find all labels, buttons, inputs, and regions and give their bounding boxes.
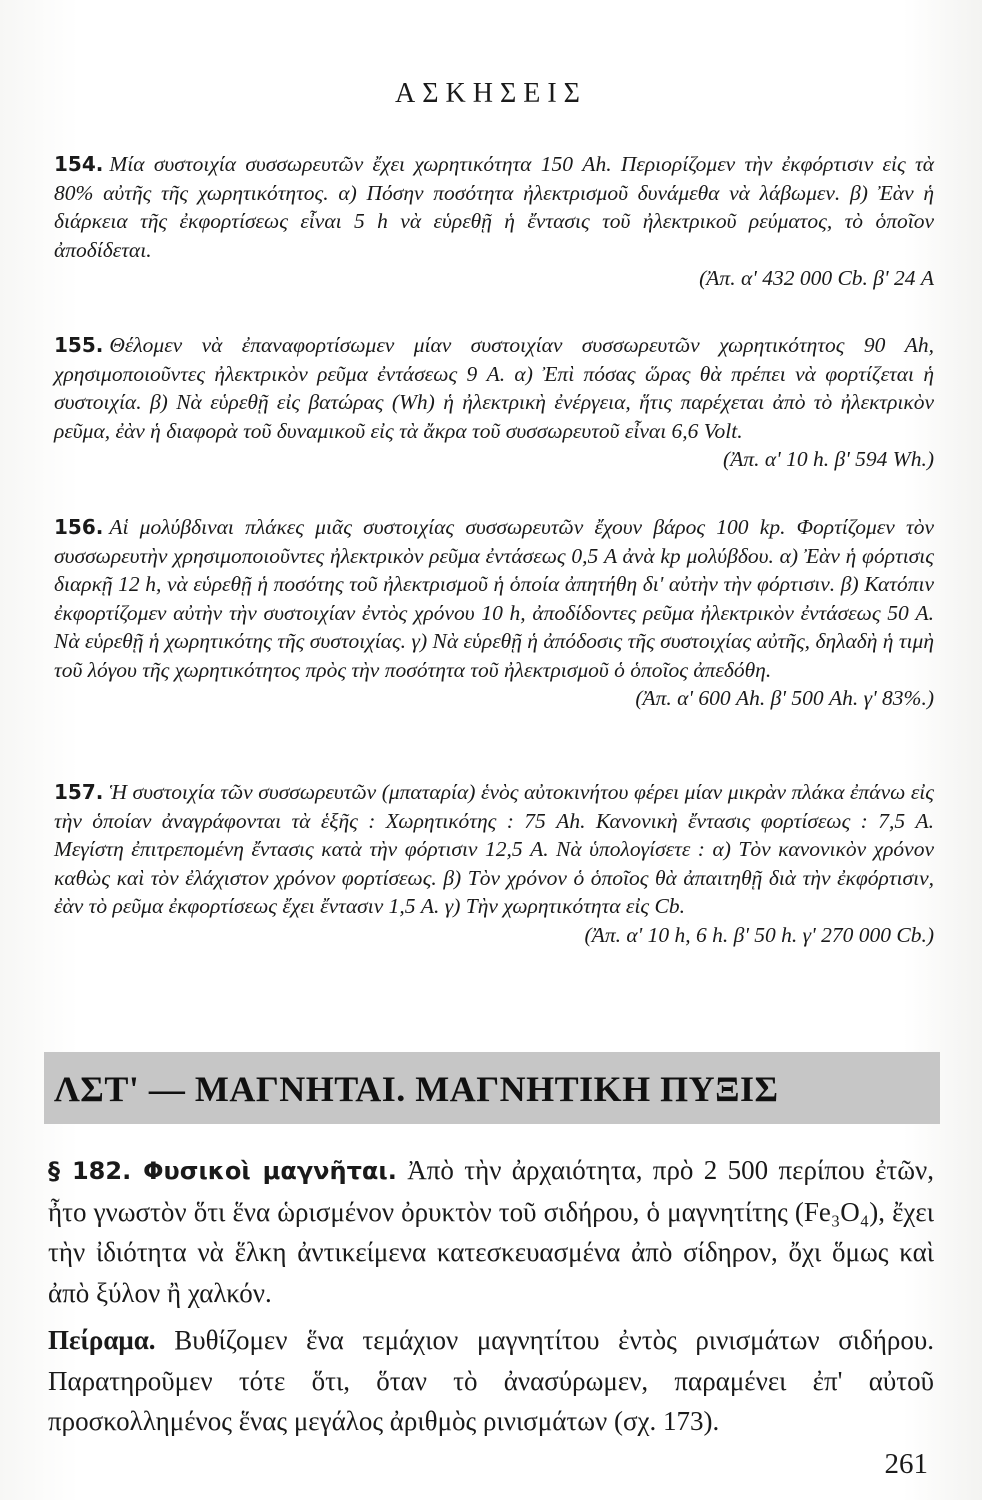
exercise-number: 155. xyxy=(54,333,104,357)
exercise-answer: (Ἀπ. α' 10 h. β' 594 Wh.) xyxy=(723,447,934,471)
exercise-156 xyxy=(54,513,934,713)
experiment-paragraph xyxy=(48,1320,934,1442)
chapter-title: ΛΣΤ' — ΜΑΓΝΗΤΑΙ. ΜΑΓΝΗΤΙΚΗ ΠΥΞΙΣ xyxy=(54,1069,779,1109)
exercise-text: Θέλομεν νὰ ἐπαναφορτίσωμεν μίαν συστοιχίαν συσσωρευτῶν χωρητικότητος 90 Ah, χρησιμοποιοῦντες ἠλεκτρικὸν ρεῦμα ἐντάσεως 9 A. α) Ἐπὶ πόσας ὥρας θὰ πρέπει νὰ φορτίζεται ἡ συστοιχία. β) Νὰ εὑρεθῇ εἰς βατώρας (Wh) ἡ ἠλεκτρικὴ ἐνέργεια, ἥτις παρέχεται ἀπὸ τὸ ἠλεκτρικὸν ρεῦμα, ἐὰν ἡ διαφορὰ τοῦ δυναμικοῦ εἰς τὰ ἄκρα τοῦ συσσωρευτοῦ εἶναι 6,6 Volt. xyxy=(54,333,934,443)
exercise-text: Ἡ συστοιχία τῶν συσσωρευτῶν (μπαταρία) ἑνὸς αὐτοκινήτου φέρει μίαν μικρὰν πλάκα ἐπάνω εἰς τὴν ὁποίαν ἀναγράφονται τὰ ἑξῆς : Χωρητικότης : 75 Ah. Κανονικὴ ἔντασις φορτίσεως : 7,5 A. Μεγίστη ἐπιτρεπομένη ἔντασις κατὰ τὴν φόρτισιν 12,5 A. Νὰ ὑπολογίσετε : α) Τὸν κανονικὸν χρόνον καθὼς καὶ τὸν ἐλάχιστον χρόνον φορτίσεως. β) Τὸν χρόνον ὁ ὁποῖος θὰ ἀπαιτηθῇ διὰ τὴν ἐκφόρτισιν, ἐὰν τὸ ρεῦμα ἐκφορτίσεως ἔχει ἔντασιν 1,5 A. γ) Τὴν χωρητικότητα εἰς Cb. xyxy=(54,780,934,918)
section-text: Ἀπὸ τὴν ἀρχαιότητα, πρὸ 2 500 περίπου ἐτῶν, ἦτο γνωστὸν ὅτι ἕνα ὡρισμένον ὀρυκτὸν τοῦ σιδήρου, ὁ μαγνητίτης (Fe₃O₄), ἔχει τὴν ἰδιότητα νὰ ἕλκη ἀντικείμενα κατεσκευασμένα ἀπὸ σίδηρον, ὄχι ὅμως καὶ ἀπὸ ξύλον ἢ χαλκόν. xyxy=(48,1155,935,1308)
exercise-answer: (Ἀπ. α' 432 000 Cb. β' 24 A xyxy=(699,266,934,290)
exercise-number: 157. xyxy=(54,780,104,804)
page-number: 261 xyxy=(884,1448,928,1480)
experiment-heading: Πείραμα. xyxy=(48,1325,156,1355)
exercise-answer: (Ἀπ. α' 10 h, 6 h. β' 50 h. γ' 270 000 Cb.) xyxy=(584,922,934,947)
exercise-answer: (Ἀπ. α' 600 Ah. β' 500 Ah. γ' 83%.) xyxy=(635,686,934,710)
exercise-155 xyxy=(54,331,934,474)
exercise-number: 156. xyxy=(54,515,104,539)
exercise-157 xyxy=(54,778,934,949)
section-heading: § 182. Φυσικοὶ μαγνῆται. xyxy=(48,1157,397,1185)
chapter-banner xyxy=(44,1052,940,1124)
exercise-text: Μία συστοιχία συσσωρευτῶν ἔχει χωρητικότητα 150 Ah. Περιορίζομεν τὴν ἐκφόρτισιν εἰς τὰ 80% αὐτῆς τῆς χωρητικότητος. α) Πόσην ποσότητα ἠλεκτρισμοῦ δυνάμεθα νὰ λάβωμεν. β) Ἐὰν ἡ διάρκεια τῆς ἐκφορτίσεως εἶναι 5 h νὰ εὑρεθῇ ἡ ἔντασις τοῦ ἠλεκτρικοῦ ρεύματος, τὸ ὁποῖον ἀποδίδεται. xyxy=(54,152,934,262)
section-182 xyxy=(48,1150,934,1313)
page-header: ΑΣΚΗΣΕΙΣ xyxy=(395,78,587,109)
exercise-text: Αἱ μολύβδιναι πλάκες μιᾶς συστοιχίας συσσωρευτῶν ἔχουν βάρος 100 kp. Φορτίζομεν τὸν συσσωρευτὴν χρησιμοποιοῦντες ἠλεκτρικὸν ρεῦμα ἐντάσεως 0,5 A ἀνὰ kp μολύβδου. α) Ἐὰν ἡ φόρτισις διαρκῇ 12 h, νὰ εὑρεθῇ ἡ ποσότης τοῦ ἠλεκτρισμοῦ ἡ ὁποία ἀπητήθη δι' αὐτὴν τὴν φόρτισιν. β) Κατόπιν ἐκφορτίζομεν αὐτὴν τὴν συστοιχίαν ἐντὸς χρόνου 10 h, ἀποδίδοντες ρεῦμα ἠλεκτρικὸν ἐντάσεως 50 A. Νὰ εὑρεθῇ ἡ χωρητικότης τῆς συστοιχίας. γ) Νὰ εὑρεθῇ ἡ ἀπόδοσις τῆς συστοιχίας αὐτῆς, δηλαδὴ ἡ τιμὴ τοῦ λόγου τῆς χωρητικότητος πρὸς τὴν ποσότητα τοῦ ἠλεκτρισμοῦ ὁ ὁποῖος ἀπεδόθη. xyxy=(54,515,934,682)
experiment-text: Βυθίζομεν ἕνα τεμάχιον μαγνητίτου ἐντὸς ρινισμάτων σιδήρου. Παρατηροῦμεν τότε ὅτι, ὅταν τὸ ἀνασύρωμεν, παραμένει ἐπ' αὐτοῦ προσκολλημένος ἕνας μεγάλος ἀριθμὸς ρινισμάτων (σχ. 173). xyxy=(48,1325,935,1436)
exercise-154 xyxy=(54,150,934,293)
exercise-number: 154. xyxy=(54,152,104,176)
